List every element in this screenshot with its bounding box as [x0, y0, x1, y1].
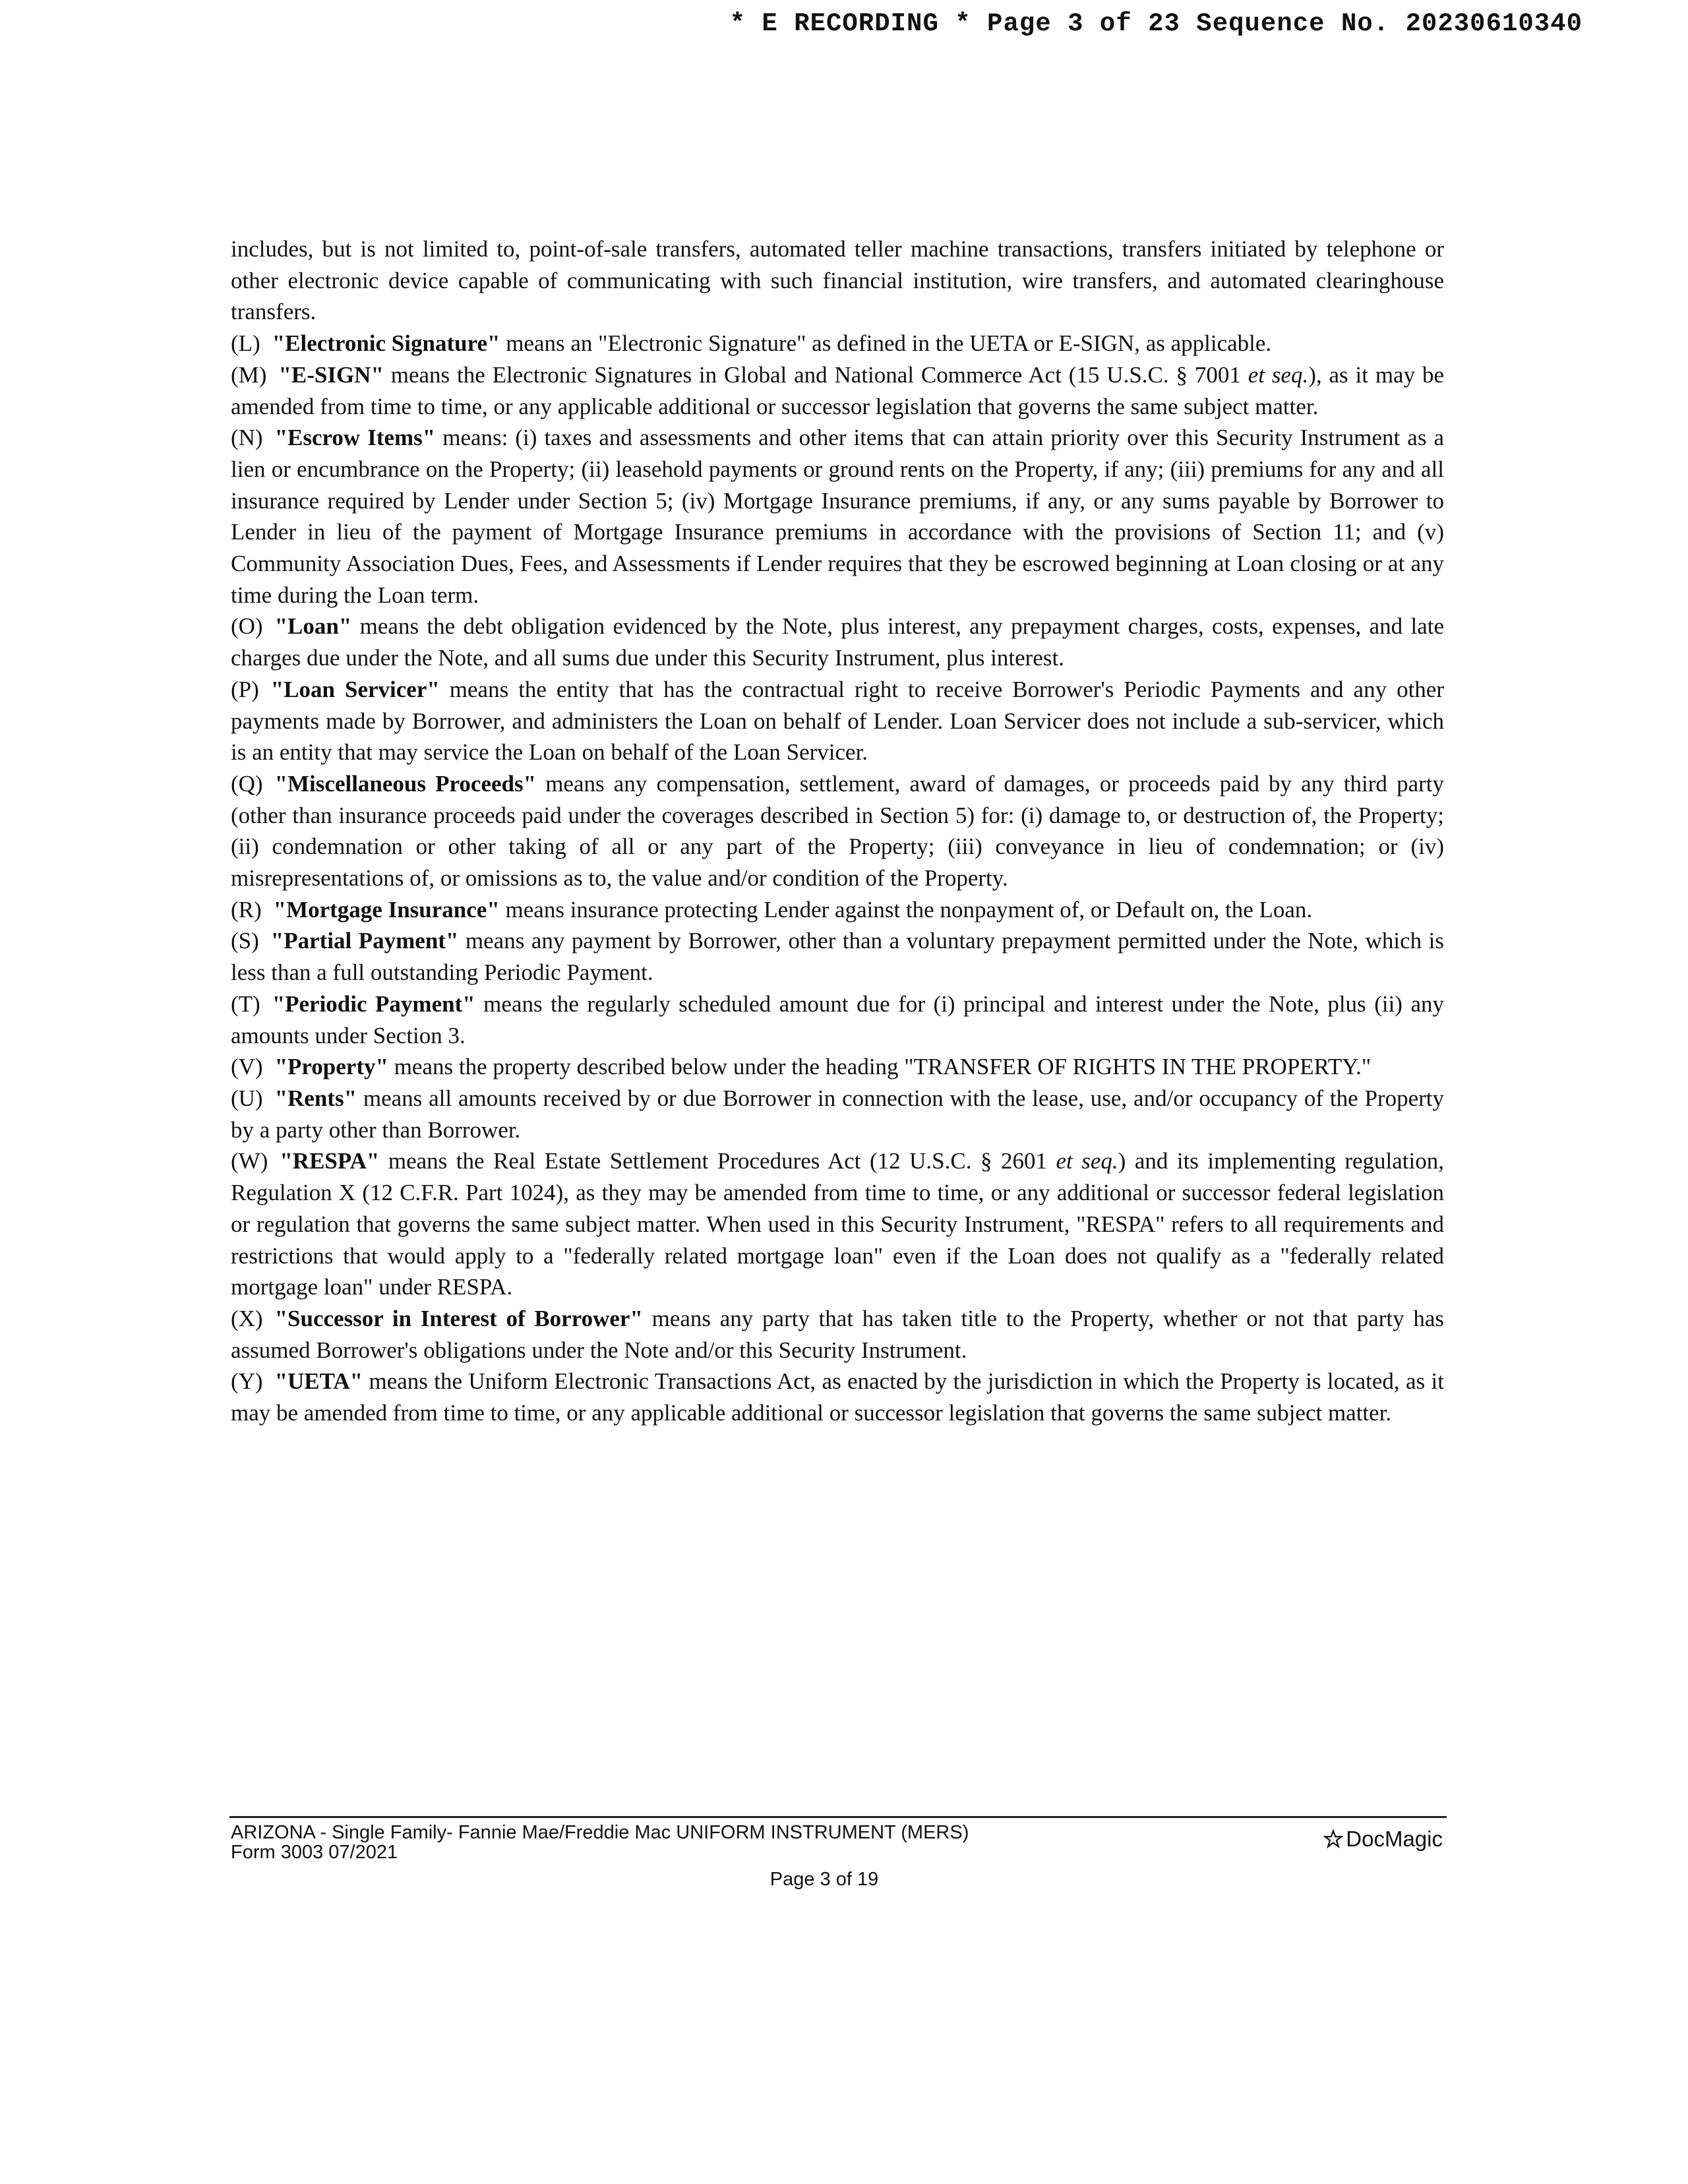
definition-text: means all amounts received by or due Borrower in connection with the lease, use, and/or occupancy of the Property by a party other than Borrower. — [231, 1085, 1444, 1143]
brand-name: DocMagic — [1346, 1827, 1443, 1851]
definition-text: means insurance protecting Lender against the nonpayment of, or Default on, the Loan. — [499, 896, 1313, 923]
definition-text: means: (i) taxes and assessments and other items that can attain priority over this Security Instrument as a lien or encumbrance on the Property; (ii) leasehold payments or ground rents on the Property, if any; (iii) premiums for any and all insurance required by Lender under Section 5; (iv) Mortgage Insurance premiums, if any, or any sums payable by Borrower to Lender in lieu of the payment of Mortgage Insurance premiums in accordance with the provisions of Section 11; and (v) Community Association Dues, Fees, and Assessments if Lender requires that they be escrowed beginning at Loan closing or at any time during the Loan term. — [231, 425, 1444, 608]
definition-label: (X) — [231, 1305, 263, 1331]
footer-form-number: Form 3003 07/2021 — [231, 1842, 398, 1863]
definition-text: means the debt obligation evidenced by the Note, plus interest, any prepayment charges, costs, expenses, and late charges due under the Note, and all sums due under this Security Instrument, plus interest. — [231, 613, 1444, 671]
definition-term: "Miscellaneous Proceeds" — [274, 770, 537, 797]
definition-text: means the Electronic Signatures in Global and National Commerce Act (15 U.S.C. § 7001 — [383, 361, 1248, 388]
definition-item — [231, 1051, 1444, 1083]
definition-label: (W) — [231, 1148, 268, 1174]
definition-term: "Partial Payment" — [270, 928, 459, 954]
definition-term: "Successor in Interest of Borrower" — [274, 1305, 643, 1331]
definition-text: means an "Electronic Signature" as defined in the UETA or E-SIGN, as applicable. — [500, 330, 1272, 357]
definition-citation: et seq. — [1056, 1148, 1118, 1174]
definition-text: means the regularly scheduled amount due for (i) principal and interest under the Note, plus (ii) any amounts under Section 3. — [231, 990, 1444, 1048]
definition-term: "Periodic Payment" — [272, 990, 475, 1017]
definition-text: means any compensation, settlement, award of damages, or proceeds paid by any third party (other than insurance proceeds paid under the coverages described in Section 5) for: (i) damage to, or destruction of, the Property; (ii) condemnation or other taking of all or any part of the Property; (iii) conveyance in lieu of condemnation; or (iv) misrepresentations of, or omissions as to, the value and/or condition of the Property. — [231, 770, 1444, 892]
definition-citation: et seq. — [1248, 361, 1309, 388]
definition-label: (L) — [231, 330, 260, 357]
footer-divider — [229, 1816, 1447, 1818]
definition-text: means the property described below under the heading "TRANSFER OF RIGHTS IN THE PROPERTY." — [388, 1054, 1372, 1080]
definition-text: means the entity that has the contractual right to receive Borrower's Periodic Payments and any other payments made by Borrower, and administers the Loan on behalf of Lender. Loan Servicer does not include a sub-servicer, which is an entity that may service the Loan on behalf of the Loan Servicer. — [231, 676, 1444, 766]
definition-term: "Property" — [274, 1054, 388, 1080]
definition-label: (P) — [231, 676, 259, 702]
definition-text: means the Real Estate Settlement Procedures Act (12 U.S.C. § 2601 — [379, 1148, 1056, 1174]
definition-text-continued: ) and its implementing regulation, Regulation X (12 C.F.R. Part 1024), as they may be amended from time to time, or any additional or successor federal legislation or regulation that governs the same subject matter. When used in this Security Instrument, "RESPA" refers to all requirements and restrictions that would apply to a "federally related mortgage loan" even if the Loan does not qualify as a "federally related mortgage loan" under RESPA. — [231, 1148, 1444, 1300]
footer-form-title: ARIZONA - Single Family- Fannie Mae/Freddie Mac UNIFORM INSTRUMENT (MERS) — [231, 1822, 969, 1843]
definition-text-continued: ), as it may be amended from time to time, or any applicable additional or successor legislation that governs the same subject matter. — [231, 361, 1444, 419]
definition-label: (Q) — [231, 770, 263, 797]
definition-label: (R) — [231, 896, 262, 923]
definition-label: (N) — [231, 425, 263, 451]
definition-item — [231, 988, 1444, 1051]
intro-paragraph: includes, but is not limited to, point-of-sale transfers, automated teller machine transactions, transfers initiated by telephone or other electronic device capable of communicating with such financial institution, wire transfers, and automated clearinghouse transfers. — [231, 236, 1444, 325]
docmagic-logo — [1323, 1827, 1443, 1852]
definition-item — [231, 611, 1444, 673]
definition-term: "RESPA" — [280, 1148, 380, 1174]
definition-item — [231, 925, 1444, 988]
definition-label: (M) — [231, 361, 267, 388]
star-icon — [1323, 1829, 1343, 1849]
definition-item — [231, 422, 1444, 611]
definition-text: means the Uniform Electronic Transactions Act, as enacted by the jurisdiction in which the Property is located, as it may be amended from time to time, or any applicable additional or successor legislation that governs the same subject matter. — [231, 1368, 1444, 1426]
definition-term: "Loan" — [274, 613, 352, 640]
definition-item — [231, 328, 1444, 359]
definition-text: means any party that has taken title to the Property, whether or not that party has assumed Borrower's obligations under the Note and/or this Security Instrument. — [231, 1305, 1444, 1363]
definition-item — [231, 894, 1444, 926]
document-body — [231, 233, 1444, 1429]
definition-label: (V) — [231, 1054, 263, 1080]
definition-item — [231, 674, 1444, 768]
definition-text: means any payment by Borrower, other than a voluntary prepayment permitted under the Note, which is less than a full outstanding Periodic Payment. — [231, 928, 1444, 986]
definition-item — [231, 768, 1444, 894]
definition-term: "UETA" — [274, 1368, 363, 1395]
page-number-text: Page 3 of 19 — [769, 1869, 879, 1890]
definition-term: "Electronic Signature" — [272, 330, 500, 357]
definition-label: (S) — [231, 928, 259, 954]
definition-term: "E-SIGN" — [278, 361, 384, 388]
definition-term: "Mortgage Insurance" — [273, 896, 500, 923]
definition-item — [231, 1303, 1444, 1366]
recording-header: * E RECORDING * Page 3 of 23 Sequence No. 20230610340 — [729, 9, 1582, 38]
definition-term: "Escrow Items" — [274, 425, 436, 451]
definition-label: (Y) — [231, 1368, 263, 1395]
definition-item — [231, 1366, 1444, 1428]
definition-item — [231, 1083, 1444, 1145]
definition-label: (U) — [231, 1085, 263, 1111]
definition-term: "Loan Servicer" — [270, 676, 440, 702]
footer-page-number — [0, 1869, 1688, 1891]
definition-label: (O) — [231, 613, 263, 640]
definition-item — [231, 359, 1444, 422]
definition-item — [231, 1145, 1444, 1303]
footer-form-info — [231, 1823, 969, 1862]
definition-term: "Rents" — [274, 1085, 357, 1111]
definition-label: (T) — [231, 990, 260, 1017]
definitions-list — [231, 328, 1444, 1429]
